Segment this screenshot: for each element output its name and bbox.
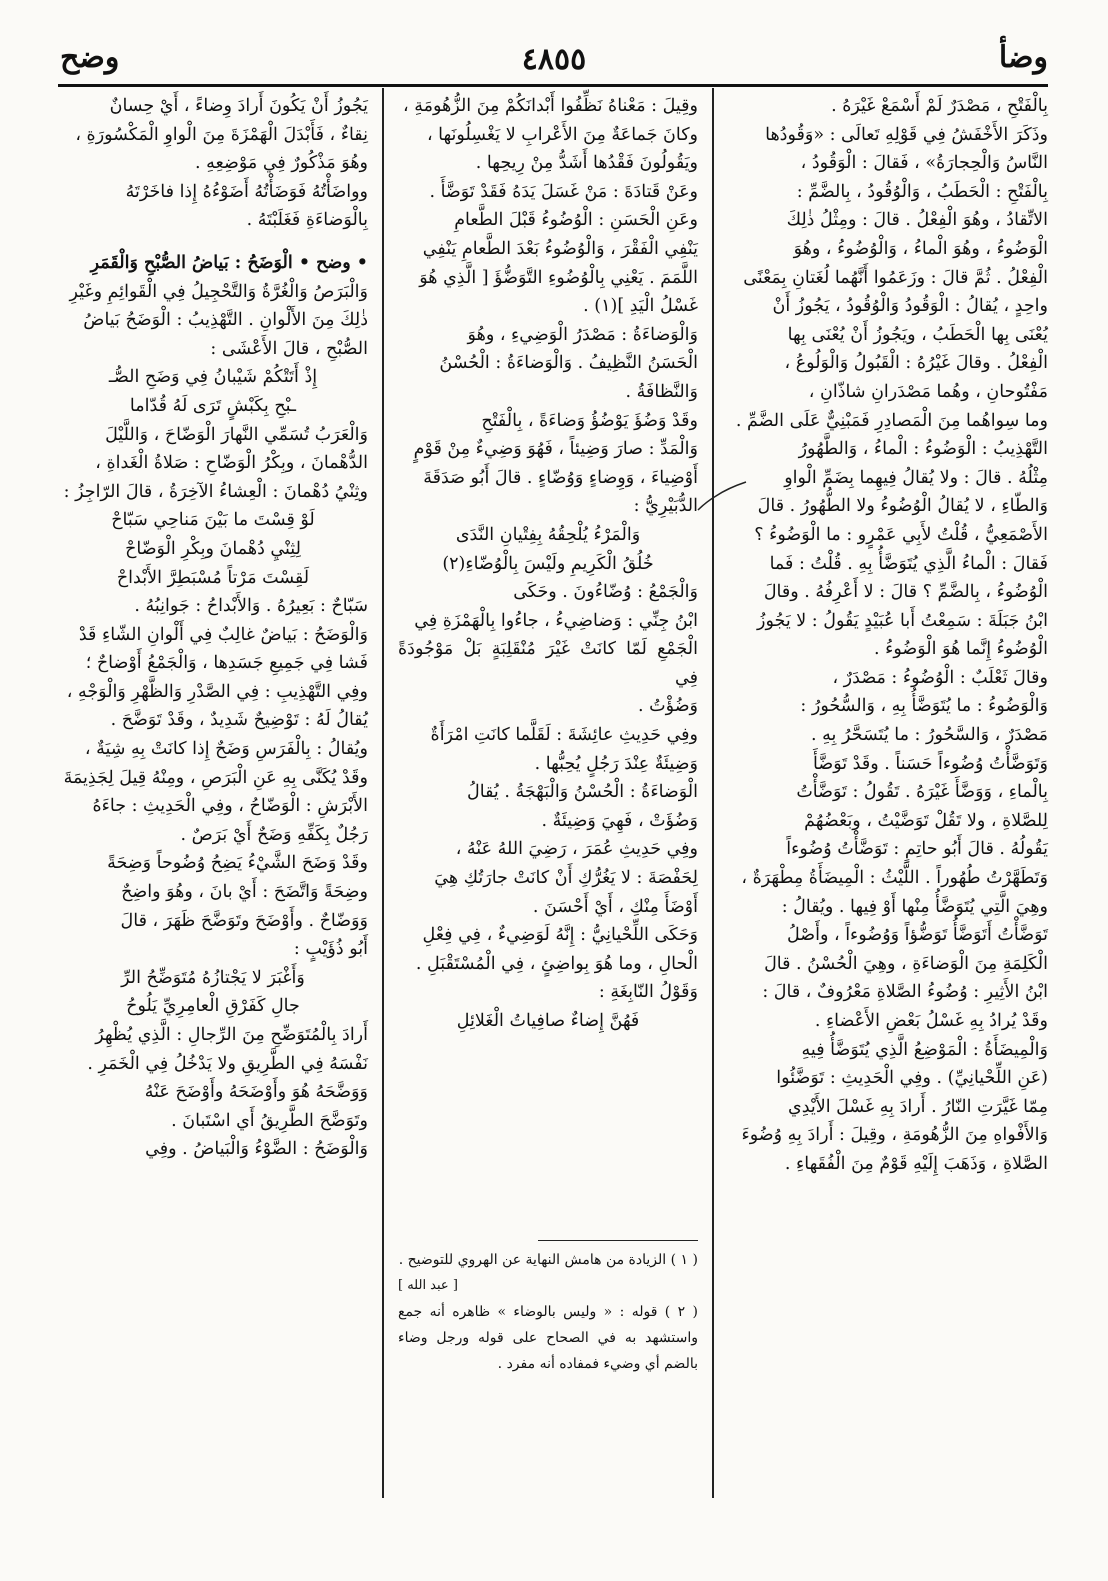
- text-line: وَالْمَدِّ : صارَ وَضِيئاً ، فَهُوَ وَضِيءٌ مِنْ قَوْمٍ: [413, 439, 698, 460]
- text-line: يَنْفِي الْفَقْرَ ، وَالْوُضُوءُ بَعْدَ الطَّعامِ يَنْفِي: [422, 238, 698, 259]
- text-line: وَالْمِيضَأَةُ : الْمَوْضِعُ الَّذِي يُتَوَضَّأُ فِيهِ: [801, 1039, 1048, 1060]
- text-line: ابْنُ جَبَلَةَ : سَمِعْتُ أَبا عُبَيْدٍ يَقُولُ : لا يَجُوزُ: [757, 610, 1048, 631]
- text-line: الْفِعْلُ . وقالَ غَيْرُهُ : الْقَبُولُ وَالْوَلُوعُ ،: [784, 353, 1048, 374]
- text-line: الأَصْمَعِيُّ ، قُلْتُ لأَبِي عَمْرٍو : ما الْوَضُوءُ ؟: [754, 524, 1048, 545]
- text-line: • وضح • الْوَضَحُ : بَياضُ الصُّبْحِ وَالْقَمَرِ: [90, 252, 368, 273]
- text-line: لِلصَّلاةِ ، ولا تَقُلْ تَوَضَّيْتُ ، وبَعْضُهُمْ: [804, 810, 1048, 831]
- text-line: إِذْ أَتَتْكُمْ شَيْبانُ فِي وَضَحِ الصُّـ: [108, 367, 318, 388]
- text-line: فَقالَ : الْماءُ الَّذِي يُتَوَضَّأُ بِهِ . قُلْتُ : فَما: [769, 553, 1048, 574]
- header-rule: [58, 84, 1048, 87]
- text-line: وكانَ جَماعَةٌ مِنَ الأَعْرابِ لا يَغْسِلُونَها ،: [426, 124, 698, 145]
- text-line: وعَنِ الْحَسَنِ : الْوُضُوءُ قَبْلَ الطَّعامِ: [454, 210, 698, 231]
- text-line: ذٰلِكَ مِنَ الأَلْوانِ . التَّهْذِيبُ : الْوَضَحُ بَياضُ: [83, 310, 368, 331]
- text-line: ابْنُ جِنِّي : وَضاضِيءُ ، جاءُوا بِالْهَمْزَةِ فِي: [414, 610, 698, 631]
- text-line: لَوْ قِسْتَ ما بَيْنَ مَناحِي سَبّاحْ: [111, 510, 315, 531]
- text-line: يُعْنَى بِها الْحَطَبُ ، ويَجُوزُ أَنْ يُعْنَى بِها: [787, 324, 1048, 345]
- text-line: جالِ كَفَرْقِ الْعامِرِيِّ يَلُوحُ: [126, 996, 300, 1017]
- text-line: لَقِسْتَ مَرْتاً مُسْبَطِرَّ الأَبْداحْ: [116, 567, 310, 588]
- text-line: وَالْمَرْءُ يُلْحِقُهُ بِفِتْيانِ النَّدَى: [455, 524, 641, 545]
- text-line: الْحالِ ، وما هُوَ بِواضِئٍ ، فِي الْمُسْتَقْبَلِ .: [415, 953, 698, 974]
- text-line: وقالَ ثَعْلَبٌ : الْوُضُوءُ : مَصْدَرٌ ،: [832, 667, 1048, 688]
- entry-separator: [58, 235, 368, 249]
- text-line: وَقَوْلُ النّابِغَةِ :: [598, 982, 698, 1003]
- text-line: سَبّاحٌ : بَعِيرُهُ . وَالأَبْداحُ : جَوانِبُهُ .: [134, 596, 368, 617]
- text-line: وَالنَّظافَةُ .: [625, 381, 698, 402]
- text-line: وَالأَفْواهِ مِنَ الزُّهُومَةِ ، وقِيلَ : أَرادَ بِهِ وُضُوءَ: [741, 1125, 1048, 1146]
- text-line: ويُقالُ : بِالْفَرَسِ وَضَحٌ إِذا كانَتْ بِهِ شِيَةٌ ،: [84, 739, 368, 760]
- text-line: (عَنِ اللِّحْيانِيِّ) . وفِي الْحَدِيثِ : تَوَضَّئُوا: [776, 1068, 1048, 1089]
- text-line: وَضِيئَةٌ عِنْدَ رَجُلٍ يُحِبُّها .: [534, 753, 698, 774]
- text-line: وَالْوَضَحُ : الضَّوْءُ وَالْبَياضُ . وفِي: [145, 1139, 368, 1160]
- text-line: بِالْوَضاءَةِ فَغَلَبْتَهُ .: [246, 210, 368, 231]
- text-line: مِثْلُهُ . قالَ : ولا يُقالُ فِيهِما بِضَمِّ الْواوِ: [784, 467, 1048, 488]
- text-line: وَضُؤْتُ .: [638, 696, 698, 717]
- text-line: التَّهْذِيبُ : الْوَضُوءُ : الْماءُ ، وَالطَّهُورُ: [798, 439, 1048, 460]
- text-line: وقِيلَ : مَعْناهُ نَظِّفُوا أَبْدانَكُمْ مِنَ الزُّهُومَةِ ،: [403, 96, 698, 116]
- text-line: وضِحَةً وَاتَّضَحَ : أَيْ بانَ ، وهُوَ واضِحٌ: [121, 882, 368, 903]
- text-line: نَفْسَهُ فِي الطَّرِيقِ ولا يَدْخُلُ فِي الْخَمَرِ .: [87, 1053, 368, 1074]
- text-line: الْفِعْلُ . ثُمَّ قالَ : وزَعَمُوا أَنَّهُما لُغَتانِ بِمَعْنًى: [743, 267, 1048, 288]
- text-line: وَوَضَّحَهُ هُوَ وأَوْضَحَهُ وأَوْضَحَ عَنْهُ: [144, 1082, 368, 1103]
- text-line: خُلُقُ الْكَرِيمِ ولَيْسَ بِالْوُضّاءِ(٢): [442, 553, 654, 574]
- column-divider-right: [712, 88, 714, 1498]
- text-line: وذَكَرَ الأَخْفَشُ فِي قَوْلِهِ تَعالَى : «وَقُودُها: [765, 124, 1048, 145]
- editor-signature: [ عبد الله ]: [398, 1278, 458, 1293]
- text-line: مَصْدَرٌ ، وَالسَّحُورُ : ما يُتَسَحَّرُ بِهِ .: [811, 725, 1048, 746]
- text-line: مِمّا غَيَّرَتِ النّارُ . أَرادَ بِهِ غَسْلَ الأَيْدِي: [788, 1096, 1048, 1117]
- text-line: بِالْماءِ ، وَوَضَّأَ غَيْرَهُ . تَقُولُ : تَوَضَّأْتُ: [796, 782, 1048, 803]
- column-right: [728, 92, 1048, 1179]
- text-line: يُقالُ لَهُ : تَوْضِيحٌ شَدِيدٌ ، وقَدْ تَوَضَّحَ .: [110, 710, 368, 731]
- text-line: الْوَضاءَةُ : الْحُسْنُ وَالْبَهْجَةُ . يُقالُ: [467, 782, 698, 803]
- text-line: الدُّهْمانَ ، وبِكْرُ الْوَضّاحِ : صَلاةُ الْغَداةِ ،: [95, 453, 368, 474]
- text-line: الدُّبَيْرِيُّ :: [633, 496, 698, 517]
- text-line: تَوَضَّأْتُ أَتَوَضَّأُ تَوَضُّؤاً وَوُضُوءاً ، وأَصْلُ: [787, 925, 1048, 946]
- column-divider-left: [382, 88, 384, 1498]
- pen-mark: [694, 478, 750, 514]
- text-line: وفِي حَدِيثِ عُمَرَ ، رَضِيَ اللهُ عَنْهُ ،: [455, 839, 698, 860]
- text-line: وَالْجَمْعُ : وُضّاءُونَ . وحَكَى: [513, 582, 698, 603]
- footnote-rule: [538, 1240, 698, 1241]
- text-line: وَتَطَهَّرْتُ طُهُوراً . اللَّيْثُ : الْمِيضَأَةُ مِطْهَرَةٌ ،: [741, 868, 1048, 889]
- text-line: وَالْوَضاءَةُ : مَصْدَرُ الْوَضِيءِ ، وهُوَ: [467, 324, 698, 345]
- text-line: الْوُضُوءُ ، بِالضَّمِّ ؟ قالَ : لا أَعْرِفُهُ . وقالَ: [763, 582, 1048, 603]
- text-line: يَقُولُهُ . قالَ أَبُو حاتِمٍ : تَوَضَّأْتُ وُضُوءاً: [786, 839, 1048, 860]
- text-line: واحِدٍ ، يُقالُ : الْوَقُودُ وَالْوُقُودُ ، يَجُوزُ أَنْ: [772, 296, 1048, 317]
- text-line: رَجُلٌ بِكَفِّهِ وَضَحٌ أَيْ بَرَصٌ .: [180, 824, 368, 845]
- text-line: بِالْفَتْحِ ، مَصْدَرٌ لَمْ أَسْمَعْ غَيْرَهُ .: [831, 96, 1048, 116]
- text-line: أَوْضِياءَ ، وَوِضاءٍ وَوُضّاءٍ . قالَ أَبُو صَدَقَةَ: [423, 467, 698, 488]
- text-line: ـبْحِ بِكَبْشٍ تَرَى لَهُ قُدّاما: [129, 395, 297, 416]
- text-line: لِثِنْيِ دُهْمانَ وبِكْرِ الْوَضّاحْ: [125, 538, 301, 559]
- text-line: أَبُو ذُؤَيْبٍ :: [293, 939, 368, 960]
- text-line: الصُّبْحِ ، قالَ الأَعْشَى :: [210, 338, 368, 359]
- text-line: وتَوَضَّحَ الطَّرِيقُ أَي اسْتَبانَ .: [171, 1110, 368, 1131]
- text-line: غَسْلُ الْيَدِ ](١) .: [583, 296, 698, 317]
- text-line: وقَدْ وَضُؤَ يَوْضُؤُ وَضاءَةً ، بِالْفَتْحِ: [481, 410, 698, 431]
- text-line: بِالْفَتْحِ : الْحَطَبُ ، وَالْوُقُودُ ، بِالضَّمِّ :: [796, 181, 1048, 202]
- text-line: لِحَفْصَةَ : لا يَغُرُّكِ أَنْ كانَتْ جارَتُكِ هِيَ: [434, 868, 698, 889]
- text-line: الْوُضُوءُ إِنَّما هُوَ الْوَضُوءُ .: [874, 639, 1048, 660]
- text-line: الأَبْرَشِ : الْوَضّاحُ ، وفِي الْحَدِيثِ : جاءَهُ: [92, 796, 368, 817]
- text-line: وقَدْ يُكَنَّى بِهِ عَنِ الْبَرَصِ ، ومِنْهُ قِيلَ لِجَذِيمَةَ: [63, 767, 368, 788]
- text-line: الْحَسَنُ النَّظِيفُ . وَالْوَضاءَةُ : الْحُسْنُ: [439, 353, 698, 374]
- column-middle: [398, 92, 698, 1036]
- text-line: ابْنُ الأَثِيرِ : وُضُوءُ الصَّلاةِ مَعْرُوفٌ ، قالَ :: [762, 982, 1048, 1003]
- text-line: الْوَضُوءُ ، وهُوَ الْماءُ ، وَالْوُضُوءُ ، وهُوَ: [793, 238, 1048, 259]
- header-root-right: وضأ: [998, 40, 1048, 75]
- text-line: الصَّلاةِ ، وَذَهَبَ إِلَيْهِ قَوْمٌ مِنَ الْفُقَهاءِ .: [784, 1153, 1048, 1174]
- text-line: وقَدْ يُرادُ بِهِ غَسْلُ بَعْضِ الأَعْضاءِ .: [814, 1011, 1048, 1031]
- text-line: يَجُوزُ أَنْ يَكُونَ أَرادَ وِضاءً ، أَيْ حِسانٌ: [109, 96, 368, 116]
- text-line: مَفْتُوحانِ ، وهُما مَصْدَرانِ شاذّانِ ،: [808, 381, 1048, 402]
- footnotes: [398, 1232, 698, 1377]
- text-line: وَحَكَى اللِّحْيانِيُّ : إِنَّهُ لَوَضِيءٌ ، فِي فِعْلِ: [422, 925, 698, 946]
- text-line: وَالطّاءِ ، لا يُقالُ الْوُضُوءُ ولا الطُّهُورُ . قالَ: [757, 496, 1048, 517]
- text-line: أَرادَ بِالْمُتَوَضِّحِ مِنَ الرِّجالِ : الَّذِي يُظْهِرُ: [95, 1025, 368, 1045]
- text-line: وقَدْ وَضَحَ الشَّيْءُ يَضِحُ وُضُوحاً وَضِحَةً: [107, 853, 368, 874]
- page-header: [60, 40, 1048, 80]
- text-line: وفِي التَّهْذِيبِ : فِي الصَّدْرِ وَالظَّهْرِ وَالْوَجْهِ ،: [66, 681, 368, 702]
- text-line: وفِي حَدِيثِ عائِشَةَ : لَقَلَّما كانَتِ امْرَأَةٌ: [430, 725, 698, 746]
- text-line: وثِنْيُ دُهْمانَ : الْعِشاءُ الآخِرَةُ ، قالَ الرّاجِزُ :: [63, 481, 368, 502]
- text-line: وَتَوَضَّأْتُ وُضُوءاً حَسَناً . وقَدْ تَوَضَّأَ: [813, 753, 1048, 774]
- footnote-2: ( ٢ ) قوله : « وليس بالوضاء » ظاهره أنه جمع واستشهد به في الصحاح على قوله ورجل وضاء بالضم أي وضيء فمفاده أنه مفرد .: [398, 1304, 698, 1372]
- column-left: [58, 92, 368, 1164]
- text-line: وَأَغْبَرَ لا يَجْتازُهُ مُتَوَضِّحُ الرِّ: [121, 967, 305, 988]
- text-line: وما سِواهُما مِنَ الْمَصادِرِ فَمَبْنِيٌّ عَلَى الضَّمِّ .: [735, 410, 1048, 431]
- text-line: أَوْضَأَ مِنْكِ ، أَيْ أَحْسَنَ .: [532, 896, 698, 917]
- text-line: وَالْوَضَحُ : بَياضٌ غالِبٌ فِي أَلْوانِ الشّاءِ قَدْ: [78, 624, 368, 645]
- text-line: فَشا فِي جَمِيعِ جَسَدِها ، وَالْجَمْعُ أَوْضاحٌ ؛: [85, 653, 368, 674]
- text-line: وواضَأْتُهُ فَوَضَأْتُهُ أَضَوْءُهُ إِذا فاخَرْتَهُ: [125, 181, 368, 202]
- text-line: فَهُنَّ إِضاءٌ صافِياتُ الْغَلائِلِ: [456, 1011, 640, 1031]
- text-line: وَالْعَرَبُ تُسَمِّي النَّهارَ الْوَضّاحَ ، وَاللَّيْلَ: [105, 424, 368, 445]
- text-line: الْكَلِمَةِ مِنَ الْوَضاءَةِ ، وهِيَ الْحُسْنُ . قالَ: [764, 953, 1048, 974]
- text-line: وعَنْ قَتادَةَ : مَنْ غَسَلَ يَدَهُ فَقَدْ تَوَضَّأَ .: [429, 181, 698, 202]
- text-line: نِقاءٌ ، فَأَبْدَلَ الْهَمْزَةَ مِنَ الْواوِ الْمَكْسُورَةِ ،: [75, 124, 368, 145]
- page-number: ٤٨٥٥: [521, 42, 587, 77]
- text-line: وَضُؤَتْ ، فَهِيَ وَضِيئَةٌ .: [541, 810, 698, 831]
- text-line: اللَّمَمَ . يَعْنِي بِالْوُضُوءِ التَّوَضُّؤَ [ الَّذِي هُوَ: [419, 267, 698, 288]
- text-line: وَالْوَضُوءُ : ما يُتَوَضَّأُ بِهِ ، وَالسُّحُورُ :: [800, 696, 1048, 717]
- text-line: الْجَمْعِ لَمّا كانَتْ غَيْرَ مُنْقَلِبَةٍ بَلْ مَوْجُودَةً فِي: [398, 639, 698, 688]
- text-line: وَوَضّاحٌ . وأَوْضَحَ وتَوَضَّحَ ظَهَرَ ، قالَ: [120, 910, 368, 931]
- header-root-left: وضح: [60, 40, 120, 75]
- text-line: النَّاسُ وَالْحِجارَةُ» ، فَقالَ : الْوَقُودُ ،: [800, 153, 1048, 174]
- text-line: الاتِّقادُ ، وهُوَ الْفِعْلُ . قالَ : ومِثْلُ ذٰلِكَ: [786, 210, 1048, 231]
- text-line: ويَقُولُونَ فَقْدُها أَشَدُّ مِنْ رِيحِها .: [475, 153, 698, 174]
- text-line: وهُوَ مَذْكُورٌ فِي مَوْضِعِهِ .: [195, 153, 368, 174]
- text-line: وهِيَ الَّتِي يُتَوَضَّأُ مِنْها أَوْ فِيها . ويُقالُ :: [781, 896, 1048, 917]
- text-line: وَالْبَرَصُ وَالْغُرَّةُ وَالتَّحْجِيلُ فِي الْقَوائِمِ وغَيْرِ: [69, 281, 368, 302]
- footnote-1: ( ١ ) الزيادة من هامش النهاية عن الهروي للتوضيح .: [398, 1252, 698, 1268]
